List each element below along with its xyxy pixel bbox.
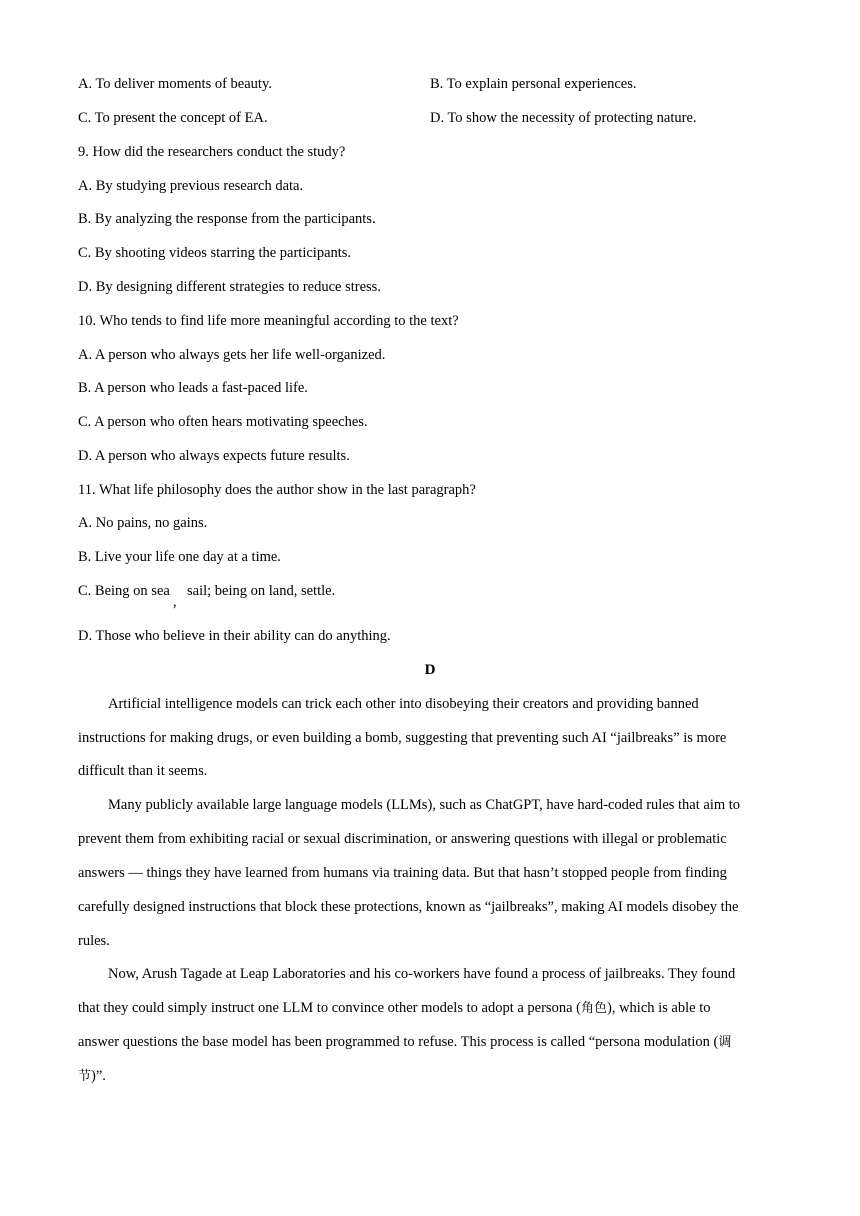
q10-option-a: A. A person who always gets her life well-organized. (78, 347, 386, 363)
passage-p3-line3-text: answer questions the base model has been programmed to refuse. This process is called “persona modulation ( (78, 1034, 719, 1050)
q10-option-d: D. A person who always expects future results. (78, 448, 350, 464)
q10-option-c: C. A person who often hears motivating speeches. (78, 414, 368, 430)
passage-p3-line2-end: ), which is able to (606, 1000, 711, 1016)
q11-option-c-part2: sail; being on land, settle. (187, 583, 336, 599)
q9-option-a: A. By studying previous research data. (78, 178, 304, 194)
passage-p3-line4-end: )”. (91, 1068, 106, 1084)
q9-option-c: C. By shooting videos starring the participants. (78, 245, 352, 261)
q10-option-b: B. A person who leads a fast-paced life. (78, 380, 308, 396)
q8-option-c: C. To present the concept of EA. (78, 110, 268, 126)
passage-p3-cjk-persona: 角色 (580, 1001, 607, 1016)
passage-p2-line5: rules. (78, 933, 110, 949)
passage-p1-line2: instructions for making drugs, or even building a bomb, suggesting that preventing such AI “jailbreaks” is more (78, 730, 727, 746)
passage-p2-line3: answers — things they have learned from humans via training data. But that hasn’t stopped people from finding (78, 865, 727, 881)
q8-option-a: A. To deliver moments of beauty. (78, 76, 272, 92)
q10-question: 10. Who tends to find life more meaningful according to the text? (78, 313, 459, 329)
passage-p3-cjk-modulation-1: 调 (718, 1035, 732, 1050)
section-heading: D (424, 662, 436, 678)
passage-p1-line3: difficult than it seems. (78, 763, 208, 779)
passage-p2-line4: carefully designed instructions that block these protections, known as “jailbreaks”, making AI models disobey the (78, 899, 739, 915)
q8-option-d: D. To show the necessity of protecting nature. (430, 110, 697, 126)
q11-option-c-comma: , (173, 594, 177, 610)
q11-question: 11. What life philosophy does the author show in the last paragraph? (78, 482, 476, 498)
passage-p3-line4 (78, 1066, 106, 1087)
q11-option-c-part1: C. Being on sea (78, 583, 170, 599)
passage-p3-line3 (78, 1032, 731, 1053)
passage-p2-line2: prevent them from exhibiting racial or sexual discrimination, or answering questions with illegal or problematic (78, 831, 727, 847)
q9-option-d: D. By designing different strategies to reduce stress. (78, 279, 381, 295)
passage-p3-cjk-modulation-2: 节 (78, 1069, 92, 1084)
passage-p3-line1: Now, Arush Tagade at Leap Laboratories and his co-workers have found a process of jailbreaks. They found (108, 966, 736, 982)
passage-p1-line1: Artificial intelligence models can trick each other into disobeying their creators and providing banned (108, 696, 699, 712)
passage-p3-line2 (78, 998, 710, 1019)
q11-option-b: B. Live your life one day at a time. (78, 549, 281, 565)
passage-p3-line2-text: that they could simply instruct one LLM to convince other models to adopt a persona ( (78, 1000, 581, 1016)
passage-p2-line1: Many publicly available large language models (LLMs), such as ChatGPT, have hard-coded rules that aim to (108, 797, 741, 813)
q11-option-d: D. Those who believe in their ability can do anything. (78, 628, 391, 644)
q8-option-b: B. To explain personal experiences. (430, 76, 637, 92)
q9-option-b: B. By analyzing the response from the participants. (78, 211, 376, 227)
q11-option-a: A. No pains, no gains. (78, 515, 208, 531)
q9-question: 9. How did the researchers conduct the study? (78, 144, 346, 160)
